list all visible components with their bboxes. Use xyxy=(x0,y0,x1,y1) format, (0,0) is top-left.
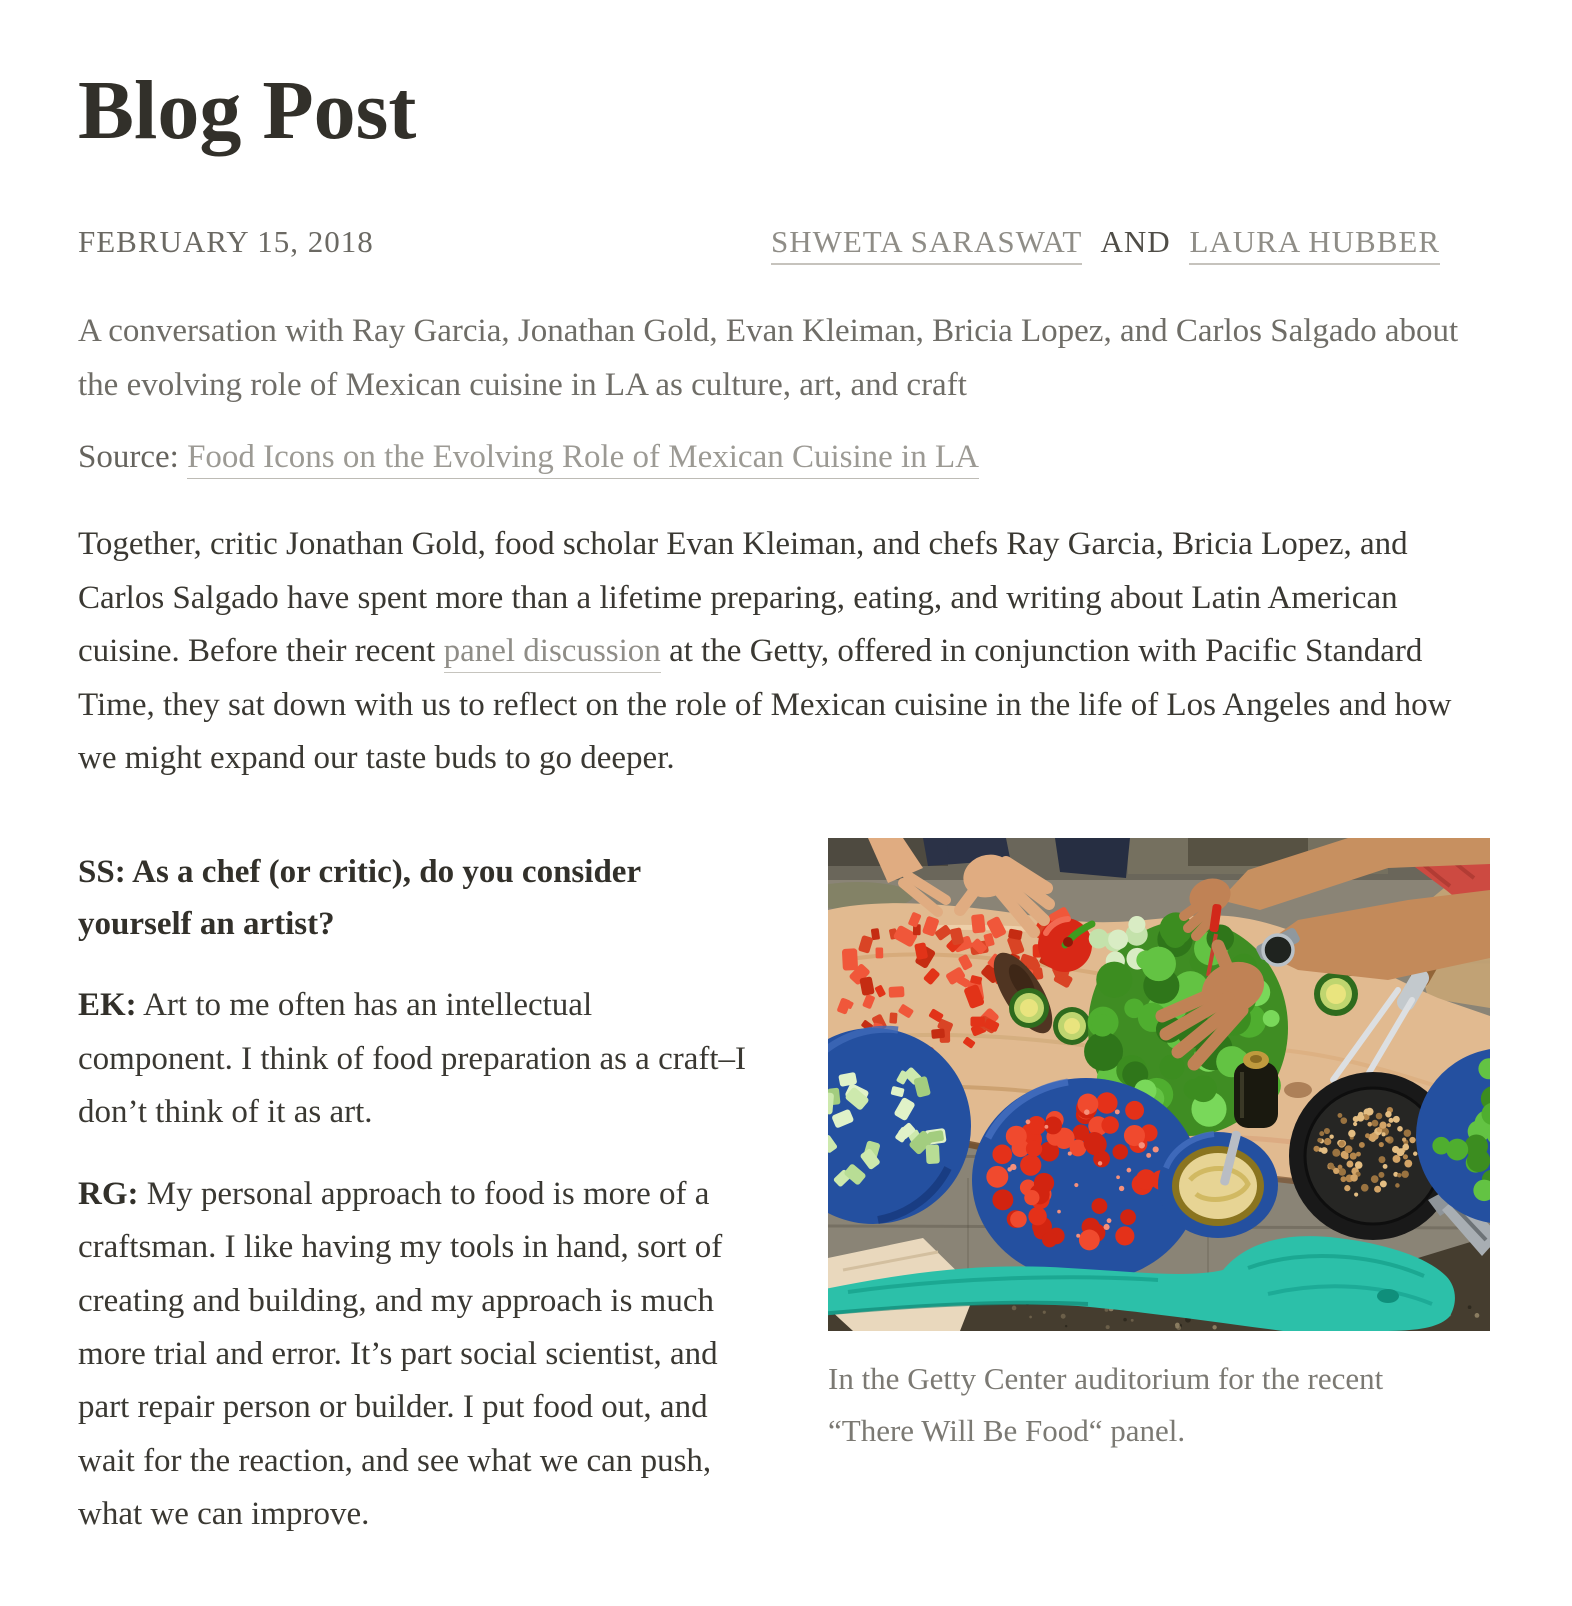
article-figure xyxy=(828,838,1490,1458)
speaker-rg: RG: xyxy=(78,1175,139,1212)
lead-text-before: Together, critic Jonathan Gold, food scholar Evan Kleiman, and chefs Ray Garcia, Bricia Lopez, and Carlos Salgado have spent more than a lifetime preparing, eating, and writing about Latin American cuisine. Before their recent xyxy=(78,526,1408,670)
overhead-food-prep-photo xyxy=(828,838,1490,1331)
answer-ek xyxy=(78,979,750,1139)
speaker-ek: EK: xyxy=(78,987,137,1024)
post-date: FEBRUARY 15, 2018 xyxy=(78,224,374,260)
author-link-shweta-saraswat[interactable]: SHWETA SARASWAT xyxy=(771,224,1082,265)
post-authors xyxy=(771,224,1440,260)
post-description: A conversation with Ray Garcia, Jonathan Gold, Evan Kleiman, Bricia Lopez, and Carlos Salgado about the evolving role of Mexican cuisine in LA as culture, art, and craft xyxy=(78,313,1459,404)
source-label: Source: xyxy=(78,439,179,476)
lead-text-after: at the Getty, offered in conjunction with Pacific Standard Time, they sat down with us to reflect on the role of Mexican cuisine in the life of Los Angeles and how we might expand our taste buds to go deeper. xyxy=(78,633,1452,777)
lead-paragraph xyxy=(78,518,1498,785)
post-meta xyxy=(78,224,1498,260)
page-title: Blog Post xyxy=(78,64,417,157)
answer-rg xyxy=(78,1168,750,1542)
two-column-section xyxy=(78,838,1498,1542)
interview-column xyxy=(78,838,750,1542)
authors-separator: AND xyxy=(1100,224,1171,260)
source-line xyxy=(78,430,1498,484)
author-link-laura-hubber[interactable]: LAURA HUBBER xyxy=(1189,224,1440,265)
bell-pepper xyxy=(1038,918,1092,972)
interview-question: SS: As a chef (or critic), do you consider yourself an artist? xyxy=(78,853,641,943)
answer-rg-text: My personal approach to food is more of a craftsman. I like having my tools in hand, sort of creating and building, and my approach is much more trial and error. It’s part social scientist, and part repair person or builder. I put food out, and wait for the reaction, and see what we can push, what we can improve. xyxy=(78,1175,723,1533)
photo-caption: In the Getty Center auditorium for the recent “There Will Be Food“ panel. xyxy=(828,1360,1384,1449)
source-link[interactable]: Food Icons on the Evolving Role of Mexican Cuisine in LA xyxy=(187,439,979,479)
panel-discussion-link[interactable]: panel discussion xyxy=(444,633,661,673)
answer-ek-text: Art to me often has an intellectual component. I think of food preparation as a craft–I don’t think of it as art. xyxy=(78,987,747,1131)
